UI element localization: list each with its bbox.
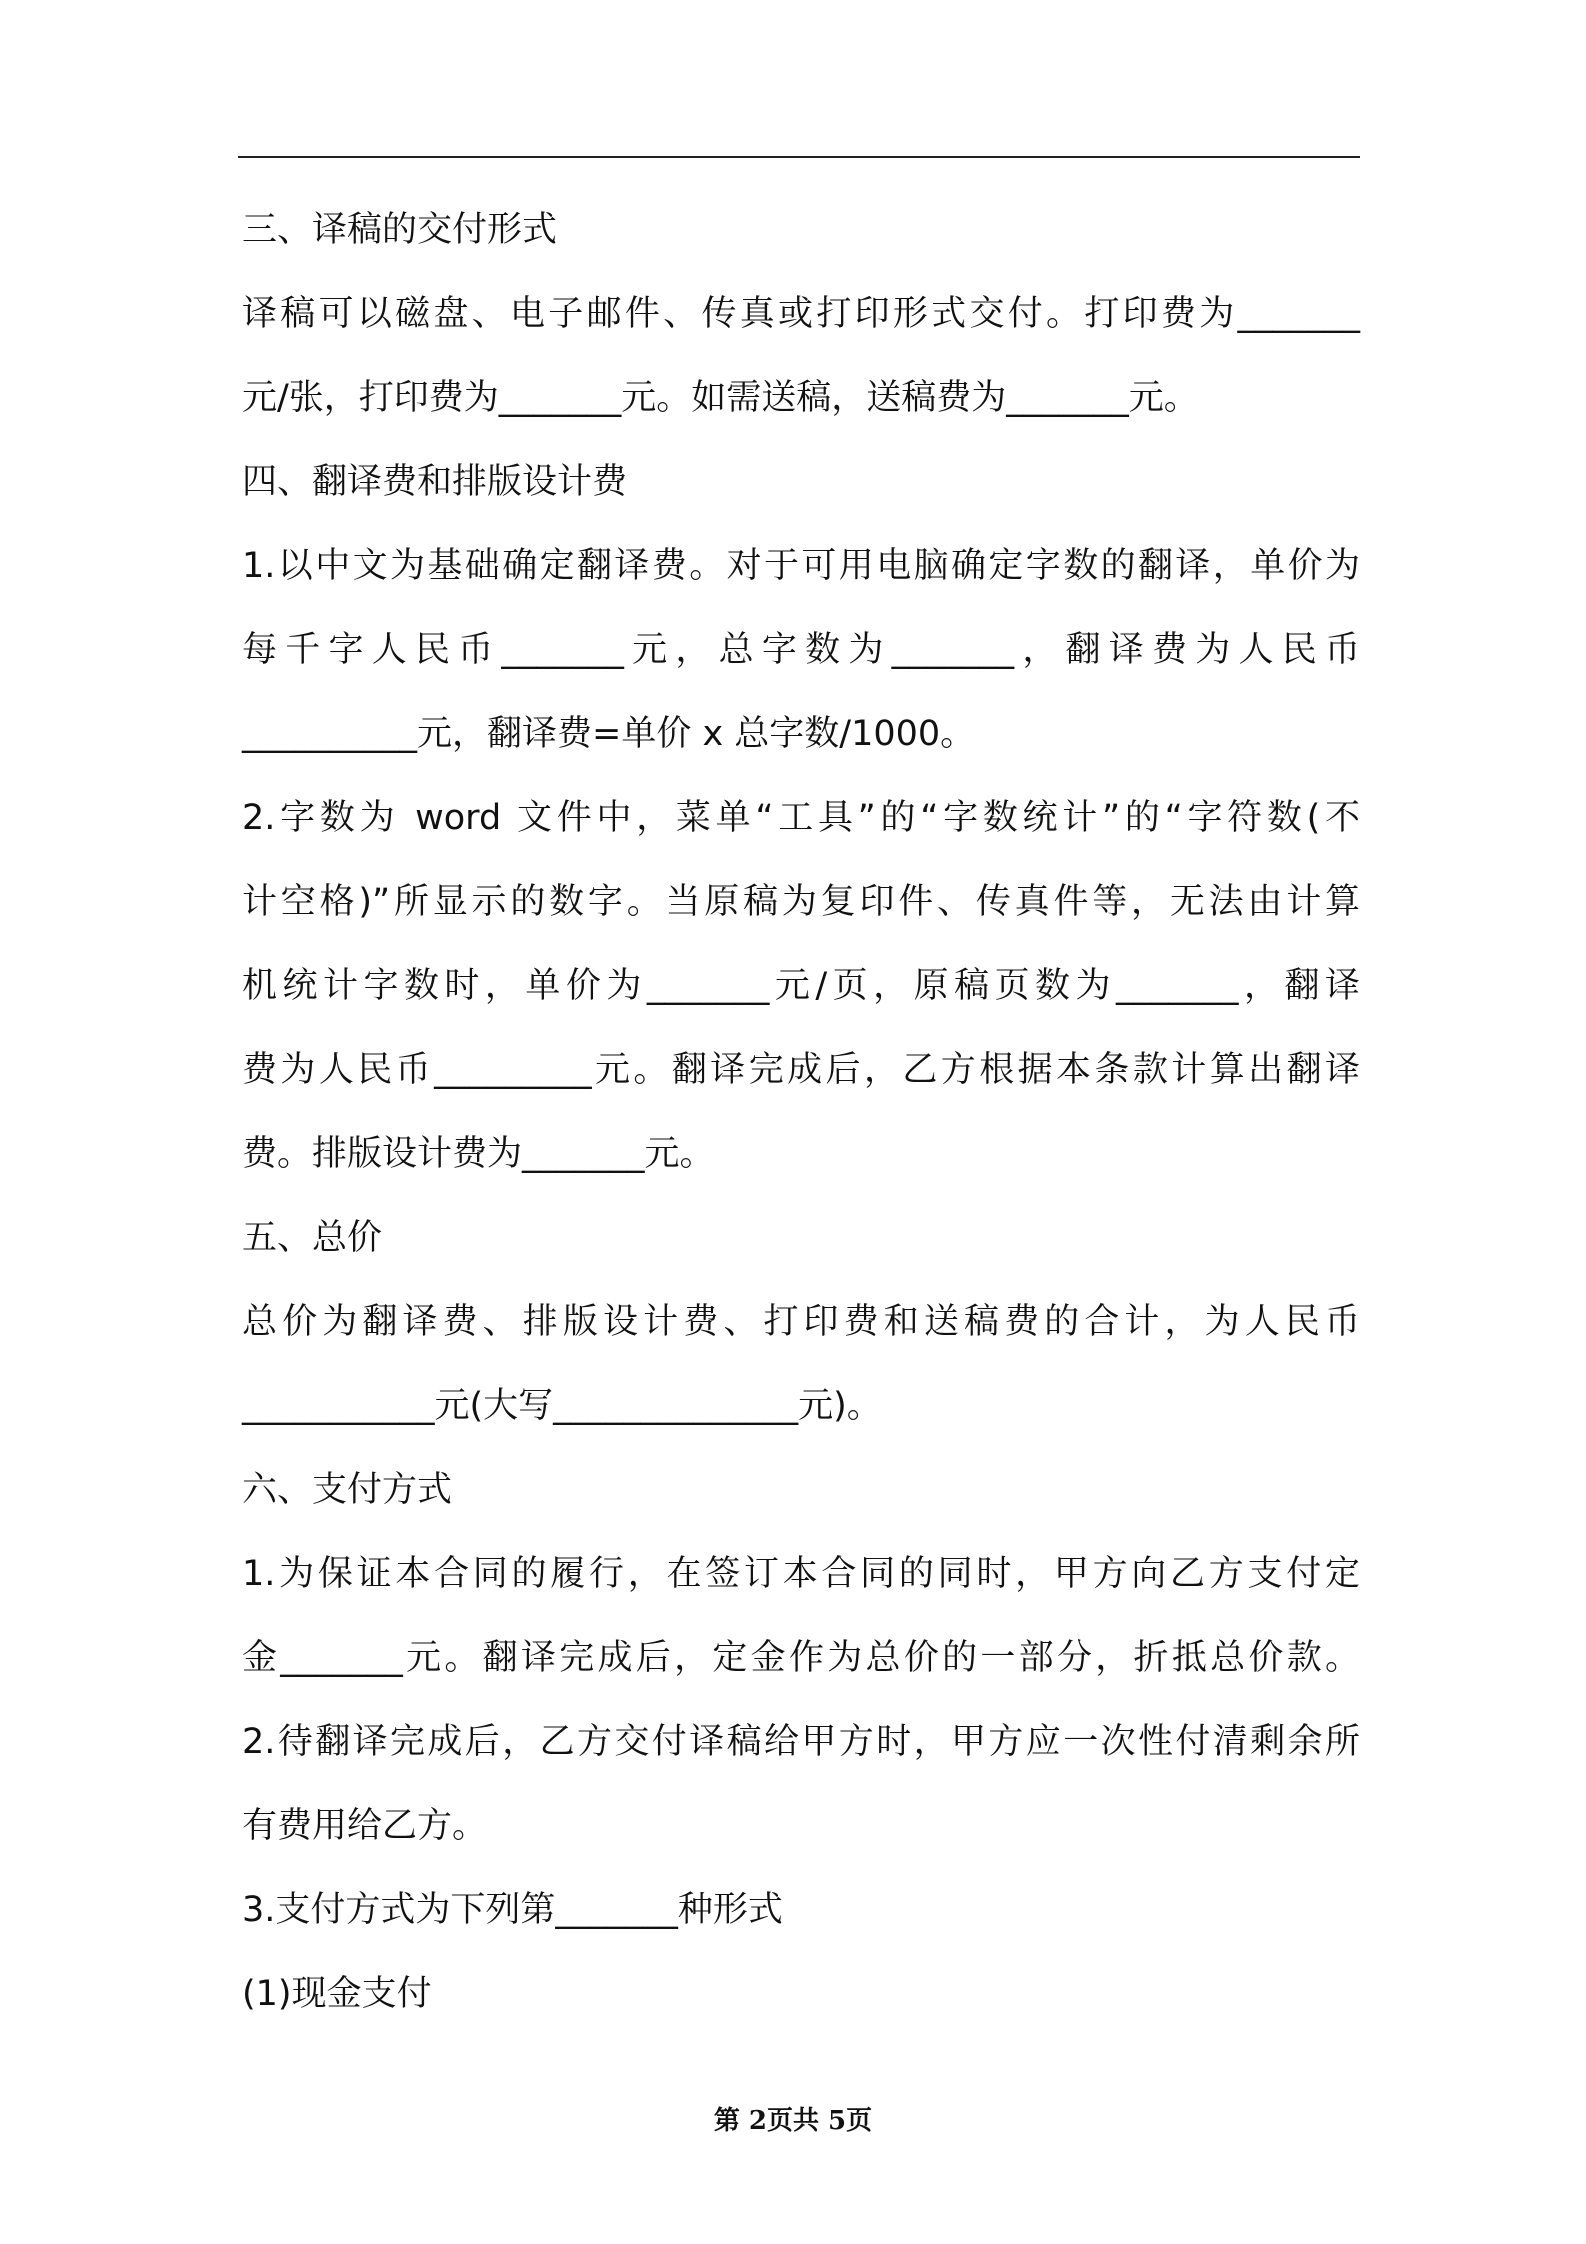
document-line: 四、翻译费和排版设计费 — [242, 462, 628, 502]
document-line: 总价为翻译费、排版设计费、打印费和送稿费的合计，为人民币 — [242, 1302, 1360, 1342]
document-line: 每千字人民币_______元，总字数为_______，翻译费为人民币 — [242, 630, 1360, 670]
header-rule — [238, 156, 1360, 158]
document-line: 五、总价 — [242, 1218, 383, 1258]
document-line: 三、译稿的交付形式 — [242, 210, 558, 250]
document-line: 有费用给乙方。 — [242, 1806, 488, 1846]
document-line: 费。排版设计费为_______元。 — [242, 1134, 715, 1174]
document-line: 1.为保证本合同的履行，在签订本合同的同时，甲方向乙方支付定 — [242, 1554, 1360, 1594]
document-line: (1)现金支付 — [242, 1974, 432, 2014]
document-line: 元/张，打印费为_______元。如需送稿，送稿费为_______元。 — [242, 378, 1199, 418]
page-number: 第 2页共 5页 — [713, 2106, 873, 2136]
document-line: 金_______元。翻译完成后，定金作为总价的一部分，折抵总价款。 — [242, 1638, 1360, 1678]
document-line: 机统计字数时，单价为_______元/页，原稿页数为_______，翻译 — [242, 966, 1360, 1006]
document-line: 2.待翻译完成后，乙方交付译稿给甲方时，甲方应一次性付清剩余所 — [242, 1722, 1360, 1762]
document-line: __________元，翻译费=单价 x 总字数/1000。 — [242, 714, 976, 754]
document-line: 1.以中文为基础确定翻译费。对于可用电脑确定字数的翻译，单价为 — [242, 546, 1360, 586]
document-line: 六、支付方式 — [242, 1470, 453, 1510]
document-line: 2.字数为 word 文件中，菜单“工具”的“字数统计”的“字符数(不 — [242, 798, 1360, 838]
document-line: 3.支付方式为下列第_______种形式 — [242, 1890, 783, 1930]
document-line: 费为人民币_________元。翻译完成后，乙方根据本条款计算出翻译 — [242, 1050, 1360, 1090]
document-line: 译稿可以磁盘、电子邮件、传真或打印形式交付。打印费为_______ — [242, 294, 1360, 334]
document-body — [242, 195, 1360, 2043]
document-line: 计空格)”所显示的数字。当原稿为复印件、传真件等，无法由计算 — [242, 882, 1360, 922]
document-line: ___________元(大写______________元)。 — [242, 1386, 882, 1426]
